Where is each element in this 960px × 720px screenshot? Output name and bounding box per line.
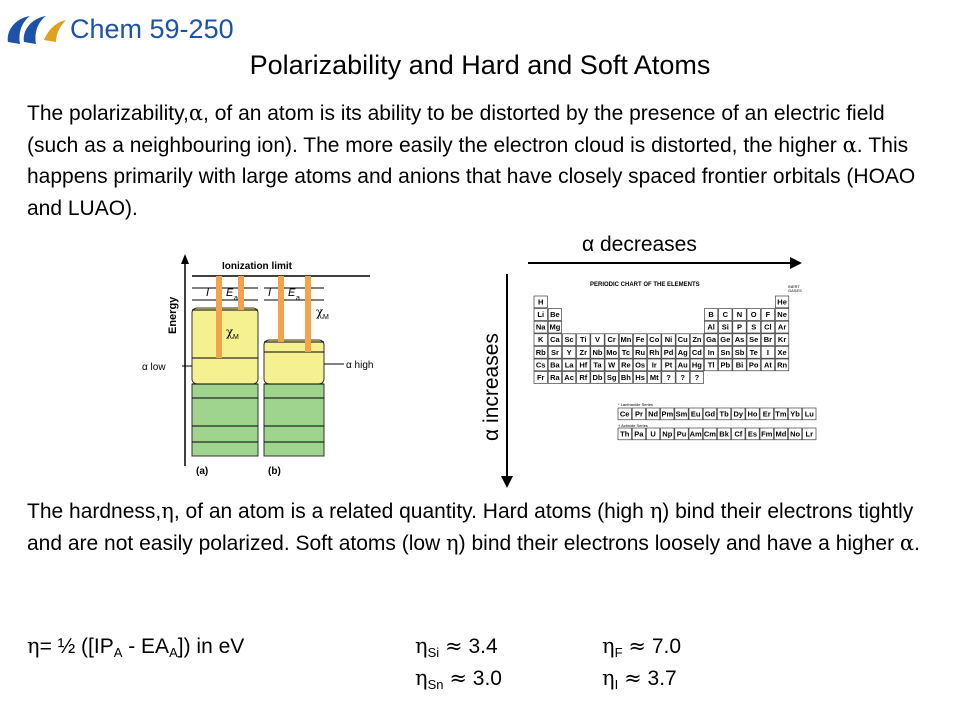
svg-text:Pa: Pa xyxy=(634,429,644,439)
element-unknown xyxy=(662,372,675,384)
svg-text:H: H xyxy=(537,297,544,307)
inert-gases-label: INERT GASES xyxy=(788,284,802,293)
svg-text:O: O xyxy=(750,310,757,319)
element-pa xyxy=(632,428,645,440)
element-er xyxy=(760,408,773,420)
svg-text:Ge: Ge xyxy=(720,335,731,345)
element-tl xyxy=(704,359,717,371)
element-hf xyxy=(577,359,590,371)
svg-text:Ca: Ca xyxy=(550,335,560,345)
element-he xyxy=(775,296,788,308)
element-mo xyxy=(605,346,618,358)
element-db xyxy=(591,372,604,384)
hardness-paragraph: The hardness,η, of an atom is a related quantity. Hard atoms (high η) bind their electrons tightly and are not easily polarized. Soft atoms (low η) bind their electrons loosely and have a higher α. xyxy=(27,499,920,555)
element-ca xyxy=(548,334,561,346)
element-sc xyxy=(562,334,575,346)
svg-text:Os: Os xyxy=(635,360,646,370)
element-cs xyxy=(534,359,547,371)
element-ag xyxy=(676,346,689,358)
svg-text:Cm: Cm xyxy=(703,429,716,439)
element-co xyxy=(648,334,661,346)
svg-text:Hg: Hg xyxy=(691,360,702,370)
svg-text:Ar: Ar xyxy=(777,322,787,332)
element-w xyxy=(605,359,618,371)
svg-text:Rn: Rn xyxy=(777,360,788,370)
svg-text:Am: Am xyxy=(689,429,702,439)
element-n xyxy=(733,309,746,321)
svg-text:V: V xyxy=(594,335,601,345)
element-pr xyxy=(632,408,645,420)
svg-text:χ: χ xyxy=(316,305,324,319)
svg-text:Tc: Tc xyxy=(621,347,631,357)
svg-text:Fr: Fr xyxy=(536,373,545,382)
svg-text:La: La xyxy=(564,360,574,370)
element-mg xyxy=(548,321,561,333)
svg-text:Ne: Ne xyxy=(777,310,787,319)
element-ta xyxy=(591,359,604,371)
svg-text:E: E xyxy=(226,287,234,299)
svg-text:Yb: Yb xyxy=(790,409,800,419)
svg-text:?: ? xyxy=(666,373,671,382)
element-hs xyxy=(633,372,646,384)
svg-text:Fe: Fe xyxy=(635,335,645,345)
svg-text:Pt: Pt xyxy=(664,360,673,370)
svg-text:χ: χ xyxy=(226,325,234,339)
svg-text:Ac: Ac xyxy=(564,373,574,382)
svg-text:Kr: Kr xyxy=(777,335,787,345)
svg-text:U: U xyxy=(650,429,656,439)
element-at xyxy=(761,359,774,371)
element-rb xyxy=(534,346,547,358)
svg-text:Zn: Zn xyxy=(692,335,702,345)
svg-text:At: At xyxy=(763,360,772,370)
svg-text:M: M xyxy=(233,334,239,341)
svg-text:C: C xyxy=(722,310,729,319)
periodic-table xyxy=(530,282,814,492)
svg-text:Rb: Rb xyxy=(535,347,546,357)
element-ar xyxy=(775,321,788,333)
element-unknown xyxy=(690,372,703,384)
element-cu xyxy=(676,334,689,346)
element-nd xyxy=(646,408,659,420)
element-am xyxy=(689,428,702,440)
decrease-arrow xyxy=(528,256,804,270)
svg-text:Ba: Ba xyxy=(550,360,560,370)
svg-text:Er: Er xyxy=(762,409,771,419)
svg-text:Ru: Ru xyxy=(635,347,646,357)
svg-text:?: ? xyxy=(694,373,700,382)
svg-text:Mg: Mg xyxy=(549,322,561,332)
element-gd xyxy=(703,408,716,420)
element-re xyxy=(619,359,632,371)
element-ga xyxy=(704,334,717,346)
element-h xyxy=(534,296,547,308)
hardness-formula: η= ½ $([IP_A - EA_A])$ in eV xyxy=(27,634,245,660)
label-b: (b) xyxy=(268,466,281,477)
svg-text:Th: Th xyxy=(620,429,630,439)
element-br xyxy=(761,334,774,346)
element-pu xyxy=(675,428,688,440)
svg-text:Pm: Pm xyxy=(661,409,674,419)
svg-text:Mn: Mn xyxy=(620,335,632,345)
svg-text:Sm: Sm xyxy=(675,409,688,419)
element-mt xyxy=(648,372,661,384)
svg-text:B: B xyxy=(708,310,714,319)
element-te xyxy=(747,346,760,358)
element-na xyxy=(534,321,547,333)
svg-text:Hf: Hf xyxy=(579,360,588,370)
element-fm xyxy=(760,428,773,440)
eta-si-value: $\eta_{Si} \approx 3.4$ xyxy=(415,634,498,660)
svg-text:Nb: Nb xyxy=(592,347,603,357)
svg-text:Bh: Bh xyxy=(620,373,631,382)
element-bk xyxy=(717,428,730,440)
svg-text:Pb: Pb xyxy=(720,360,731,370)
svg-text:He: He xyxy=(777,297,787,307)
eta-i-value: $\eta_I \approx 3.7$ xyxy=(602,666,677,692)
element-ru xyxy=(633,346,646,358)
svg-text:Dy: Dy xyxy=(733,409,744,419)
element-fe xyxy=(633,334,646,346)
element-bi xyxy=(733,359,746,371)
element-np xyxy=(661,428,674,440)
svg-text:Sr: Sr xyxy=(550,347,559,357)
svg-text:P: P xyxy=(736,322,743,332)
svg-text:Cf: Cf xyxy=(734,429,743,439)
svg-text:Be: Be xyxy=(550,310,560,319)
svg-text:a: a xyxy=(234,295,238,302)
alpha-decreases-label: α decreases xyxy=(582,233,697,256)
element-ne xyxy=(775,309,788,321)
element-sg xyxy=(605,372,618,384)
svg-text:Si: Si xyxy=(721,322,729,332)
energy-level-diagram xyxy=(140,248,390,488)
svg-text:Se: Se xyxy=(749,335,759,345)
svg-text:Ho: Ho xyxy=(747,409,758,419)
svg-text:Tl: Tl xyxy=(707,360,715,370)
svg-text:Co: Co xyxy=(649,335,660,345)
svg-text:Al: Al xyxy=(707,322,715,332)
element-zr xyxy=(577,346,590,358)
element-ce xyxy=(618,408,631,420)
element-sm xyxy=(675,408,688,420)
element-li xyxy=(534,309,547,321)
svg-text:Mt: Mt xyxy=(649,373,659,382)
svg-text:Gd: Gd xyxy=(704,409,716,419)
svg-text:Hs: Hs xyxy=(635,373,645,382)
element-si xyxy=(719,321,732,333)
element-fr xyxy=(534,372,547,384)
element-al xyxy=(704,321,717,333)
eta-f-value: $\eta_F \approx 7.0$ xyxy=(602,634,682,660)
element-cl xyxy=(761,321,774,333)
svg-text:Md: Md xyxy=(775,429,787,439)
element-cr xyxy=(605,334,618,346)
svg-text:Es: Es xyxy=(747,429,758,439)
svg-text:Pu: Pu xyxy=(676,429,687,439)
svg-text:Li: Li xyxy=(537,310,545,319)
element-md xyxy=(774,428,787,440)
svg-text:I: I xyxy=(268,287,272,299)
element-yb xyxy=(788,408,801,420)
label-a: (a) xyxy=(196,466,209,477)
svg-text:Ti: Ti xyxy=(580,335,587,345)
svg-text:Ir: Ir xyxy=(651,360,657,370)
svg-text:Fm: Fm xyxy=(761,429,773,439)
svg-text:Cl: Cl xyxy=(764,322,772,332)
element-i xyxy=(761,346,774,358)
element-be xyxy=(548,309,561,321)
eta-sn-value: $\eta_{Sn} \approx 3.0$ xyxy=(415,666,502,692)
svg-text:Ce: Ce xyxy=(619,409,630,419)
element-y xyxy=(562,346,575,358)
svg-text:Cr: Cr xyxy=(607,335,616,345)
svg-text:a: a xyxy=(296,295,300,302)
element-ac xyxy=(562,372,575,384)
svg-text:Rf: Rf xyxy=(579,373,588,382)
svg-text:Tm: Tm xyxy=(775,409,787,419)
svg-text:Sc: Sc xyxy=(564,335,574,345)
svg-text:Bk: Bk xyxy=(719,429,729,439)
element-rf xyxy=(577,372,590,384)
element-ba xyxy=(548,359,561,371)
element-eu xyxy=(689,408,702,420)
svg-text:Pd: Pd xyxy=(663,347,674,357)
element-cm xyxy=(703,428,716,440)
university-logo xyxy=(4,12,68,48)
alpha-low-label: α low xyxy=(142,362,166,373)
element-ir xyxy=(648,359,661,371)
element-pm xyxy=(661,408,674,420)
element-b xyxy=(704,309,717,321)
element-cf xyxy=(732,428,745,440)
svg-text:In: In xyxy=(707,347,715,357)
svg-text:W: W xyxy=(608,360,616,370)
svg-text:S: S xyxy=(751,322,757,332)
element-dy xyxy=(732,408,745,420)
element-ho xyxy=(746,408,759,420)
svg-text:No: No xyxy=(790,429,801,439)
svg-text:K: K xyxy=(537,335,544,345)
course-code: Chem 59-250 xyxy=(70,14,234,44)
svg-text:Te: Te xyxy=(749,347,758,357)
element-rn xyxy=(775,359,788,371)
element-po xyxy=(747,359,760,371)
svg-text:Sb: Sb xyxy=(734,347,745,357)
svg-text:Br: Br xyxy=(763,335,773,345)
polarizability-paragraph: The polarizability,α, of an atom is its ability to be distorted by the presence of an electric field (such as a neighbouring ion). The more easily the electron cloud is distorted, the higher α. This happens primarily with large atoms and anions that have closely spaced frontier orbitals (HOAO and LUAO). xyxy=(27,101,916,220)
element-pd xyxy=(662,346,675,358)
element-os xyxy=(633,359,646,371)
svg-text:Ni: Ni xyxy=(664,335,673,345)
alpha-high-label: α high xyxy=(346,360,374,371)
svg-text:Np: Np xyxy=(662,429,673,439)
element-zn xyxy=(690,334,703,346)
element-u xyxy=(646,428,659,440)
svg-text:Lu: Lu xyxy=(804,409,814,419)
svg-text:Ra: Ra xyxy=(550,373,560,382)
alpha-increases-label: α increases xyxy=(480,333,503,441)
svg-text:Nd: Nd xyxy=(648,409,659,419)
element-f xyxy=(761,309,774,321)
svg-text:Lr: Lr xyxy=(805,429,814,439)
element-pb xyxy=(719,359,732,371)
svg-text:E: E xyxy=(288,287,296,299)
element-o xyxy=(747,309,760,321)
svg-text:Y: Y xyxy=(566,347,572,357)
element-lu xyxy=(803,408,816,420)
svg-text:Db: Db xyxy=(592,373,603,382)
element-ti xyxy=(577,334,590,346)
element-au xyxy=(676,359,689,371)
element-as xyxy=(733,334,746,346)
element-tb xyxy=(717,408,730,420)
svg-text:I: I xyxy=(766,347,769,357)
element-sr xyxy=(548,346,561,358)
element-ni xyxy=(662,334,675,346)
actinide-label: † Actinide Series xyxy=(618,423,648,428)
element-k xyxy=(534,334,547,346)
svg-text:Na: Na xyxy=(535,322,546,332)
element-p xyxy=(733,321,746,333)
element-tm xyxy=(774,408,787,420)
element-se xyxy=(747,334,760,346)
element-nb xyxy=(591,346,604,358)
svg-text:Pr: Pr xyxy=(634,409,643,419)
element-la xyxy=(562,359,575,371)
element-tc xyxy=(619,346,632,358)
svg-text:Ta: Ta xyxy=(593,360,602,370)
element-sb xyxy=(733,346,746,358)
ionization-limit-label: Ionization limit xyxy=(222,261,292,272)
element-es xyxy=(746,428,759,440)
svg-text:Tb: Tb xyxy=(719,409,729,419)
svg-text:Eu: Eu xyxy=(690,409,701,419)
svg-text:Au: Au xyxy=(677,360,688,370)
element-lr xyxy=(803,428,816,440)
svg-text:Ga: Ga xyxy=(706,335,717,345)
lanthanide-label: * Lanthanide Series xyxy=(618,402,653,407)
periodic-chart-title: PERIODIC CHART OF THE ELEMENTS xyxy=(590,282,700,288)
element-rh xyxy=(648,346,661,358)
element-no xyxy=(788,428,801,440)
element-th xyxy=(618,428,631,440)
svg-text:Cd: Cd xyxy=(691,347,702,357)
svg-text:Cs: Cs xyxy=(535,360,546,370)
element-c xyxy=(719,309,732,321)
svg-text:Ag: Ag xyxy=(677,347,688,357)
element-pt xyxy=(662,359,675,371)
svg-text:Zr: Zr xyxy=(579,347,588,357)
energy-axis-label: Energy xyxy=(167,296,179,334)
svg-text:Mo: Mo xyxy=(606,347,618,357)
svg-text:Xe: Xe xyxy=(777,347,787,357)
svg-text:Cu: Cu xyxy=(677,335,688,345)
element-ge xyxy=(719,334,732,346)
svg-text:?: ? xyxy=(680,373,685,382)
element-mn xyxy=(619,334,632,346)
element-ra xyxy=(548,372,561,384)
page-title: Polarizability and Hard and Soft Atoms xyxy=(249,50,711,80)
svg-text:I: I xyxy=(206,287,210,299)
element-sn xyxy=(719,346,732,358)
svg-text:M: M xyxy=(323,314,329,321)
element-in xyxy=(704,346,717,358)
element-v xyxy=(591,334,604,346)
svg-text:Sn: Sn xyxy=(720,347,731,357)
svg-text:N: N xyxy=(736,310,743,319)
svg-text:Bi: Bi xyxy=(735,360,744,370)
element-kr xyxy=(775,334,788,346)
element-unknown xyxy=(676,372,689,384)
svg-text:Sg: Sg xyxy=(606,373,617,382)
svg-text:F: F xyxy=(765,310,771,319)
element-hg xyxy=(690,359,703,371)
element-s xyxy=(747,321,760,333)
svg-text:Rh: Rh xyxy=(649,347,660,357)
element-bh xyxy=(619,372,632,384)
svg-text:Po: Po xyxy=(748,360,759,370)
element-xe xyxy=(775,346,788,358)
svg-text:As: As xyxy=(734,335,745,345)
svg-text:Re: Re xyxy=(621,360,631,370)
element-cd xyxy=(690,346,703,358)
